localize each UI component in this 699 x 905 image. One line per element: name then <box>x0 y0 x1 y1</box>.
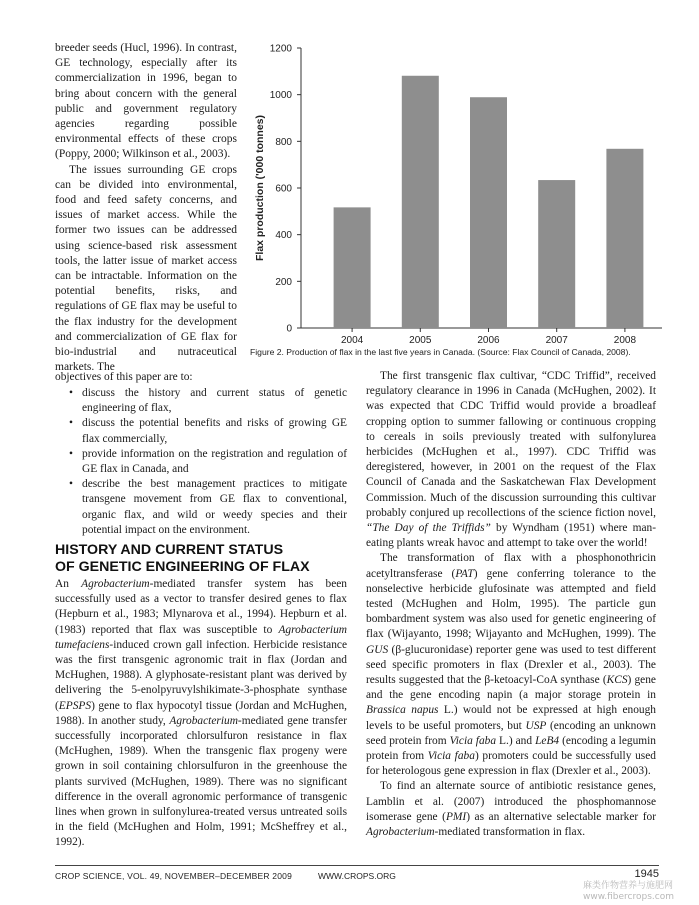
figure-caption: Figure 2. Production of flax in the last five years in Canada. (Source: Flax Council of Canada, 2008). <box>250 347 631 357</box>
bar <box>538 180 575 328</box>
y-tick-label: 0 <box>286 323 292 335</box>
list-item: • provide information on the registration and regulation of GE flax in Canada, and <box>69 447 347 476</box>
bar <box>470 97 507 328</box>
paragraph: The issues surrounding GE crops can be divided into environmental, food and feed safety concerns, and issues of market access. While the former two issues can be addressed using science-based risk assessment tools, the latter issue of market access can be intractable. Information on the potential benefits, risks, and regulations of GE flax may be useful to the flax industry for the development and commercialization of GE flax for bio-industrial and nutraceutical markets. The <box>55 163 237 374</box>
bullet-icon: • <box>69 447 73 460</box>
y-tick-label: 800 <box>275 136 292 148</box>
list-item: • describe the best management practices to mitigate transgene movement from GE flax to conventional, organic flax, and wild or weedy species and their potential impact on the environment. <box>69 478 347 536</box>
bar <box>402 76 439 328</box>
objectives-list <box>55 386 347 538</box>
y-tick-label: 200 <box>275 276 292 288</box>
page-footer <box>55 865 659 881</box>
paragraph: The transformation of flax with a phosphonothricin acetyltransferase (PAT) gene conferring tolerance to the nonselective herbicide glufosinate was attempted and field tested (McHughen and Holm, 1995). The particle gun bombardment system was also used for genetic engineering of flax (Wijayanto, 1998; Wijayanto and McHughen, 1999). The GUS (β-glucuronidase) reporter gene was used to test different seed specific promoters in flax (Drexler et al., 2003). The results suggested that the β-ketoacyl-CoA synthase (KCS) gene and the gene encoding napin (a major storage protein in Brassica napus L.) would not be expressed at high enough levels to be useful promoters, but USP (encoding an unknown seed protein from Vicia faba L.) and LeB4 (encoding a legumin protein from Vicia faba) promoters could be successfully used for heterologous gene expression in flax (Drexler et al., 2003). <box>366 552 656 778</box>
y-tick-label: 400 <box>275 230 292 242</box>
y-tick-label: 600 <box>275 183 292 195</box>
x-tick-label: 2006 <box>477 335 500 343</box>
figure-2 <box>246 38 666 364</box>
y-tick-label: 1200 <box>269 43 292 55</box>
bullet-icon: • <box>69 478 73 491</box>
bar <box>606 149 643 328</box>
bullet-icon: • <box>69 417 73 430</box>
bar <box>334 207 371 328</box>
x-tick-label: 2004 <box>340 335 364 343</box>
paragraph: breeder seeds (Hucl, 1996). In contrast, GE technology, especially after its commercialization in 1996, began to bring about concern with the general public and government regulatory agencies regarding possible environmental effects of these crops (Poppy, 2000; Wilkinson et al., 2003). <box>55 42 237 161</box>
watermark: 麻类作物营养与施肥网 www.fibercrops.com <box>583 881 674 902</box>
x-tick-label: 2008 <box>613 335 637 343</box>
page-number: 1945 <box>634 868 659 880</box>
right-column <box>366 369 656 840</box>
x-tick-label: 2005 <box>409 335 432 343</box>
journal-url: WWW.CROPS.ORG <box>318 871 396 881</box>
journal-citation: CROP SCIENCE, VOL. 49, NOVEMBER–DECEMBER 2009 <box>55 871 293 881</box>
y-axis-label: Flax production ('000 tonnes) <box>254 114 266 262</box>
paragraph: To find an alternate source of antibiotic resistance genes, Lamblin et al. (2007) introduced the phosphomannose isomerase gene (PMI) as an alternative selectable marker for Agrobacterium-mediated transformation in flax. <box>366 780 656 839</box>
list-item: • discuss the potential benefits and risks of growing GE flax commercially, <box>69 417 347 445</box>
objectives-intro: objectives of this paper are to: <box>55 371 193 383</box>
x-tick-label: 2007 <box>545 335 568 343</box>
list-item: • discuss the history and current status of genetic engineering of flax, <box>69 387 347 415</box>
bullet-icon: • <box>69 387 73 399</box>
section-heading: HISTORY AND CURRENT STATUS OF GENETIC ENGINEERING OF FLAX <box>55 542 310 575</box>
paragraph: The first transgenic flax cultivar, “CDC Triffid”, received regulatory clearance in 1996 in Canada (McHughen, 2002). It was expected that CDC Triffid would provide a broadleaf cropping option to summer fallowing or continuous cropping to cereals in soils previously treated with sulfonylurea herbicides (McHughen et al., 1997). CDC Triffid was deregistered, however, in 2001 on the request of the Flax Council of Canada and the Saskatchewan Flax Development Commission. Much of the discussion surrounding this cultivar probably conjured up recollections of the science fiction novel, “The Day of the Triffids” by Wyndham (1951) where man-eating plants wreak havoc and attempt to take over the world! <box>366 370 656 550</box>
y-tick-label: 1000 <box>269 90 292 102</box>
bar-chart <box>246 38 666 343</box>
left-column-top <box>55 41 237 375</box>
left-column-bottom <box>55 577 347 851</box>
paragraph: An Agrobacterium-mediated transfer system has been successfully used as a vector to transfer desired genes to flax (Hepburn et al., 1983; Mlynarova et al., 1994). Hepburn et al. (1983) reported that flax was susceptible to Agrobacterium tumefaciens-induced crown gall infection. Herbicide resistance was the first transgenic agronomic trait in flax (Jordan and McHughen, 1988). A glyphosate-resistant plant was derived by delivering the 5-enolpyruvylshikimate-3-phosphate synthase (EPSPS) gene to flax hypocotyl tissue (Jordan and McHughen, 1988). In another study, Agrobacterium-mediated gene transfer successfully incorporated chlorsulfuron resistance in flax (McHughen, 1989). When the transgenic flax progeny were grown in soil containing chlorsulfuron in the greenhouse the plants survived (McHughen, 1989). There was no significant difference in the overall agronomic performance of transgenic lines when grown in sulfonylurea-treated versus untreated soils in the field (McHughen and Holm, 1991; McSheffrey et al., 1992). <box>55 578 348 849</box>
